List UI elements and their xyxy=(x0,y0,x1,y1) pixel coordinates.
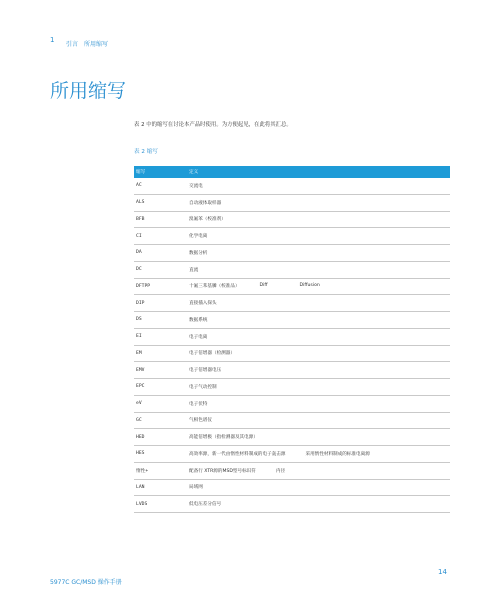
page-title: 所用缩写 xyxy=(50,80,127,102)
definition-part: 电子电离 xyxy=(189,334,208,340)
column-header-definition: 定义 xyxy=(189,170,199,175)
definition-cell xyxy=(189,233,450,239)
table-row xyxy=(134,178,450,195)
table-row xyxy=(134,329,450,346)
definition-cell xyxy=(189,283,450,289)
table-row xyxy=(134,413,450,430)
table-row xyxy=(134,396,450,413)
definition-cell xyxy=(189,384,450,390)
definition-part: Diff xyxy=(259,283,268,289)
column-header-abbr: 缩写 xyxy=(136,170,146,175)
definition-part: 高效率源，新一代由惰性材料制成的电子轰击源 xyxy=(189,451,286,457)
definition-cell xyxy=(189,250,450,256)
definition-cell xyxy=(189,451,450,457)
abbr-cell: AC xyxy=(136,183,142,189)
table-row xyxy=(134,379,450,396)
definition-part: 直流 xyxy=(189,267,199,273)
abbr-cell: 惰性+ xyxy=(136,468,149,474)
table-row xyxy=(134,446,450,463)
table-row xyxy=(134,312,450,329)
definition-cell xyxy=(189,367,450,373)
definition-part: 溴氟苯（校准剂） xyxy=(189,217,226,223)
definition-part: 气相色谱仪 xyxy=(189,418,212,424)
table-row xyxy=(134,245,450,262)
chapter-number: 1 xyxy=(50,36,55,44)
table-row xyxy=(134,480,450,497)
definition-part: Diffusion xyxy=(299,283,320,289)
abbr-cell: BFB xyxy=(136,216,145,222)
abbr-cell: EI xyxy=(136,334,142,340)
definition-cell xyxy=(189,501,450,507)
breadcrumb-page: 所用缩写 xyxy=(83,41,108,48)
definition-part: 交流电 xyxy=(189,183,203,189)
definition-cell xyxy=(189,317,450,323)
breadcrumb-section: 引言 xyxy=(66,41,79,48)
table-caption: 表 2 缩写 xyxy=(134,149,158,155)
abbr-cell: DIP xyxy=(136,300,145,306)
definition-cell xyxy=(189,334,450,340)
definition-cell xyxy=(189,468,450,474)
definition-part: 电子倍增器（检测器） xyxy=(189,351,235,357)
definition-part: 十氟三苯基膦（校准品） xyxy=(189,284,240,290)
definition-part: 高能倍增极（指检测器及其电源） xyxy=(189,435,258,441)
abbr-cell: EM xyxy=(136,350,142,356)
table-row xyxy=(134,228,450,245)
abbr-cell: ALS xyxy=(136,200,145,206)
table-row xyxy=(134,195,450,212)
definition-part: 采用惰性材料制成的标准电离源 xyxy=(305,451,370,457)
abbr-cell: CI xyxy=(136,233,142,239)
breadcrumb xyxy=(66,39,112,48)
table-row xyxy=(134,212,450,229)
intro-paragraph: 表 2 中的缩写在讨论本产品时使用。为方便起见，在此将其汇总。 xyxy=(134,122,292,128)
definition-cell xyxy=(189,484,450,490)
definition-cell xyxy=(189,401,450,407)
definition-part: 电子倍增器电压 xyxy=(189,368,222,374)
definition-cell xyxy=(189,267,450,273)
definition-part: 化学电离 xyxy=(189,234,208,240)
footer-manual-title: 5977C GC/MSD 操作手册 xyxy=(50,579,122,586)
abbr-cell: eV xyxy=(136,401,142,407)
definition-part: 低电压差分信号 xyxy=(189,502,222,508)
definition-part: 内径 xyxy=(275,468,286,474)
definition-cell xyxy=(189,216,450,222)
definition-cell xyxy=(189,200,450,206)
definition-cell xyxy=(189,350,450,356)
table-row xyxy=(134,262,450,279)
abbr-cell: DS xyxy=(136,317,142,323)
abbr-cell: GC xyxy=(136,417,142,423)
definition-cell xyxy=(189,417,450,423)
definition-part: 电子气动控制 xyxy=(189,384,217,390)
definition-part: 配备行 XTR源的MSD型号标识符 xyxy=(189,468,256,474)
abbr-cell: EPC xyxy=(136,384,145,390)
abbr-cell: DC xyxy=(136,267,142,273)
table-body xyxy=(134,178,450,513)
abbr-cell: HES xyxy=(136,451,145,457)
definition-part: 数据系统 xyxy=(189,317,208,323)
table-row xyxy=(134,496,450,513)
table-row xyxy=(134,346,450,363)
definition-part: 电子伏特 xyxy=(189,401,208,407)
table-row xyxy=(134,463,450,480)
table-row xyxy=(134,429,450,446)
definition-part: 数据分析 xyxy=(189,250,208,256)
page-number: 14 xyxy=(438,568,447,576)
abbreviations-table xyxy=(134,166,450,513)
abbr-cell: DA xyxy=(136,250,142,256)
definition-part: 局域网 xyxy=(189,485,203,491)
definition-cell xyxy=(189,183,450,189)
abbr-cell: LAN xyxy=(136,484,145,490)
abbr-cell: HED xyxy=(136,434,145,440)
definition-part: 自动液体取样器 xyxy=(189,200,222,206)
abbr-cell: LVDS xyxy=(136,501,148,507)
table-header xyxy=(134,166,450,178)
abbr-cell: DFTPP xyxy=(136,283,151,289)
definition-cell xyxy=(189,434,450,440)
table-row xyxy=(134,295,450,312)
definition-part: 直接插入探头 xyxy=(189,301,217,307)
table-row xyxy=(134,362,450,379)
table-row xyxy=(134,279,450,296)
definition-cell xyxy=(189,300,450,306)
abbr-cell: EMV xyxy=(136,367,145,373)
